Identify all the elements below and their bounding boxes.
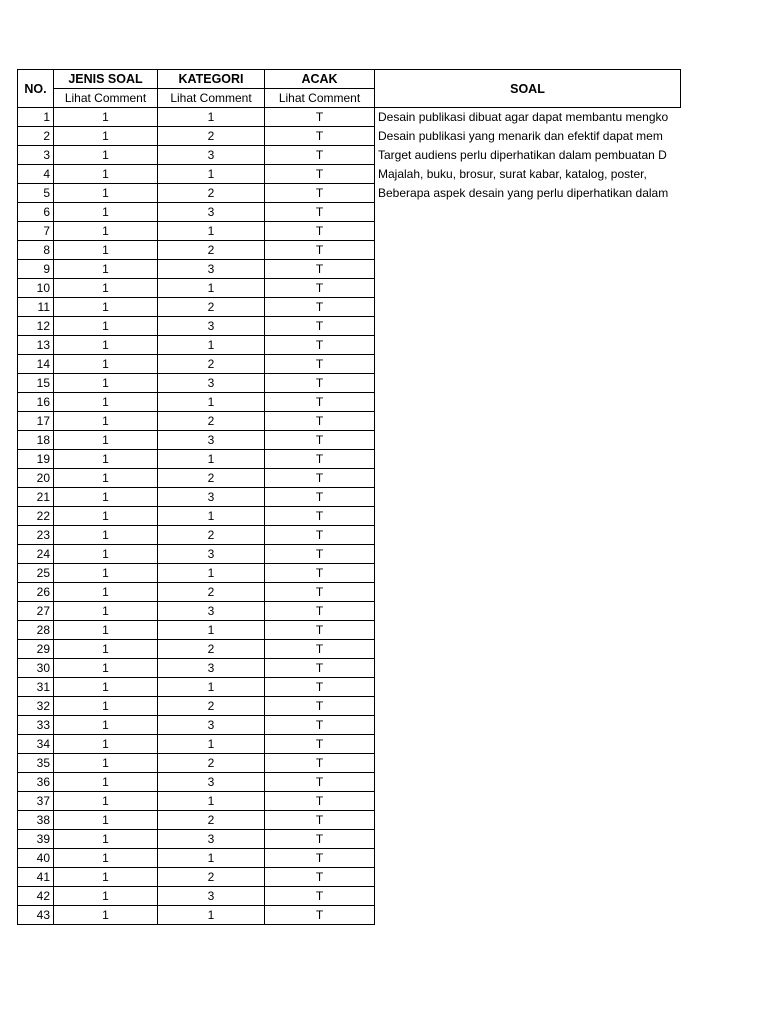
cell-acak[interactable]: T (265, 317, 375, 336)
cell-acak[interactable]: T (265, 279, 375, 298)
cell-soal[interactable] (375, 887, 681, 906)
cell-kategori[interactable]: 1 (158, 735, 265, 754)
cell-soal[interactable] (375, 222, 681, 241)
cell-kategori[interactable]: 2 (158, 184, 265, 203)
table-row (18, 811, 681, 830)
cell-soal[interactable] (375, 906, 681, 925)
cell-soal[interactable] (375, 260, 681, 279)
cell-jenis-soal[interactable]: 1 (54, 507, 158, 526)
cell-kategori[interactable]: 1 (158, 222, 265, 241)
table-row (18, 374, 681, 393)
cell-soal[interactable] (375, 697, 681, 716)
cell-kategori[interactable]: 2 (158, 127, 265, 146)
cell-no[interactable]: 38 (18, 811, 54, 830)
cell-soal[interactable] (375, 526, 681, 545)
cell-acak[interactable]: T (265, 659, 375, 678)
cell-soal[interactable] (375, 716, 681, 735)
table-row (18, 298, 681, 317)
cell-no[interactable]: 41 (18, 868, 54, 887)
cell-soal[interactable]: Majalah, buku, brosur, surat kabar, katalog, poster, (378, 167, 647, 181)
cell-no[interactable]: 1 (18, 108, 54, 127)
cell-acak[interactable]: T (265, 108, 375, 127)
cell-jenis-soal[interactable]: 1 (54, 127, 158, 146)
cell-no[interactable]: 21 (18, 488, 54, 507)
cell-no[interactable]: 29 (18, 640, 54, 659)
cell-kategori[interactable]: 1 (158, 621, 265, 640)
cell-acak[interactable]: T (265, 849, 375, 868)
cell-kategori[interactable]: 1 (158, 450, 265, 469)
cell-no[interactable]: 11 (18, 298, 54, 317)
cell-soal[interactable] (375, 849, 681, 868)
subheader-kategori[interactable]: Lihat Comment (158, 89, 265, 108)
cell-soal[interactable] (375, 545, 681, 564)
cell-no[interactable]: 30 (18, 659, 54, 678)
cell-acak[interactable]: T (265, 773, 375, 792)
cell-acak[interactable]: T (265, 393, 375, 412)
cell-jenis-soal[interactable]: 1 (54, 545, 158, 564)
cell-no[interactable]: 24 (18, 545, 54, 564)
cell-no[interactable]: 17 (18, 412, 54, 431)
cell-no[interactable]: 25 (18, 564, 54, 583)
cell-kategori[interactable]: 3 (158, 830, 265, 849)
cell-jenis-soal[interactable]: 1 (54, 621, 158, 640)
table-row (18, 317, 681, 336)
cell-acak[interactable]: T (265, 336, 375, 355)
cell-soal[interactable] (375, 678, 681, 697)
cell-kategori[interactable]: 3 (158, 146, 265, 165)
cell-soal[interactable] (375, 868, 681, 887)
subheader-jenis-soal[interactable]: Lihat Comment (54, 89, 158, 108)
cell-jenis-soal[interactable]: 1 (54, 412, 158, 431)
cell-soal[interactable] (375, 336, 681, 355)
cell-kategori[interactable]: 3 (158, 716, 265, 735)
cell-acak[interactable]: T (265, 298, 375, 317)
table-row (18, 165, 681, 184)
cell-acak[interactable]: T (265, 165, 375, 184)
table-row (18, 184, 681, 203)
cell-jenis-soal[interactable]: 1 (54, 792, 158, 811)
cell-soal[interactable] (375, 279, 681, 298)
cell-no[interactable]: 15 (18, 374, 54, 393)
cell-jenis-soal[interactable]: 1 (54, 184, 158, 203)
cell-soal[interactable] (375, 830, 681, 849)
table-row (18, 279, 681, 298)
cell-kategori[interactable]: 1 (158, 564, 265, 583)
cell-jenis-soal[interactable]: 1 (54, 260, 158, 279)
cell-soal[interactable] (375, 241, 681, 260)
cell-acak[interactable]: T (265, 412, 375, 431)
cell-jenis-soal[interactable]: 1 (54, 488, 158, 507)
cell-jenis-soal[interactable]: 1 (54, 754, 158, 773)
cell-no[interactable]: 18 (18, 431, 54, 450)
table-row (18, 735, 681, 754)
cell-no[interactable]: 9 (18, 260, 54, 279)
cell-acak[interactable]: T (265, 469, 375, 488)
cell-kategori[interactable]: 3 (158, 773, 265, 792)
cell-jenis-soal[interactable]: 1 (54, 830, 158, 849)
cell-kategori[interactable]: 3 (158, 887, 265, 906)
cell-soal[interactable] (375, 431, 681, 450)
cell-acak[interactable]: T (265, 526, 375, 545)
cell-jenis-soal[interactable]: 1 (54, 108, 158, 127)
cell-jenis-soal[interactable]: 1 (54, 602, 158, 621)
table-row (18, 393, 681, 412)
cell-kategori[interactable]: 1 (158, 165, 265, 184)
cell-acak[interactable]: T (265, 431, 375, 450)
table-row (18, 830, 681, 849)
cell-no[interactable]: 4 (18, 165, 54, 184)
cell-acak[interactable]: T (265, 355, 375, 374)
cell-kategori[interactable]: 1 (158, 906, 265, 925)
spreadsheet (17, 69, 681, 925)
cell-soal[interactable] (375, 488, 681, 507)
cell-jenis-soal[interactable]: 1 (54, 336, 158, 355)
cell-kategori[interactable]: 1 (158, 678, 265, 697)
cell-soal[interactable] (375, 355, 681, 374)
table-row (18, 545, 681, 564)
cell-jenis-soal[interactable]: 1 (54, 906, 158, 925)
cell-no[interactable]: 13 (18, 336, 54, 355)
cell-jenis-soal[interactable]: 1 (54, 241, 158, 260)
cell-acak[interactable]: T (265, 811, 375, 830)
cell-acak[interactable]: T (265, 450, 375, 469)
header-acak[interactable]: ACAK (265, 70, 375, 89)
cell-no[interactable]: 32 (18, 697, 54, 716)
table-row (18, 659, 681, 678)
cell-soal[interactable] (375, 792, 681, 811)
cell-jenis-soal[interactable]: 1 (54, 355, 158, 374)
table-row (18, 602, 681, 621)
cell-soal[interactable] (375, 317, 681, 336)
cell-acak[interactable]: T (265, 260, 375, 279)
cell-jenis-soal[interactable]: 1 (54, 678, 158, 697)
table-row (18, 697, 681, 716)
cell-soal[interactable] (375, 621, 681, 640)
cell-soal[interactable]: Desain publikasi yang menarik dan efektif dapat mem (378, 129, 663, 143)
cell-kategori[interactable]: 2 (158, 811, 265, 830)
cell-jenis-soal[interactable]: 1 (54, 374, 158, 393)
cell-jenis-soal[interactable]: 1 (54, 526, 158, 545)
cell-kategori[interactable]: 2 (158, 412, 265, 431)
cell-no[interactable]: 42 (18, 887, 54, 906)
cell-acak[interactable]: T (265, 488, 375, 507)
cell-no[interactable]: 10 (18, 279, 54, 298)
cell-acak[interactable]: T (265, 735, 375, 754)
cell-jenis-soal[interactable]: 1 (54, 146, 158, 165)
cell-jenis-soal[interactable]: 1 (54, 773, 158, 792)
cell-no[interactable]: 34 (18, 735, 54, 754)
cell-soal[interactable] (375, 583, 681, 602)
table-row (18, 146, 681, 165)
cell-soal[interactable] (375, 374, 681, 393)
cell-kategori[interactable]: 1 (158, 279, 265, 298)
cell-acak[interactable]: T (265, 830, 375, 849)
cell-no[interactable]: 14 (18, 355, 54, 374)
header-kategori[interactable]: KATEGORI (158, 70, 265, 89)
table-row (18, 849, 681, 868)
cell-acak[interactable]: T (265, 792, 375, 811)
cell-no[interactable]: 43 (18, 906, 54, 925)
cell-no[interactable]: 37 (18, 792, 54, 811)
cell-jenis-soal[interactable]: 1 (54, 317, 158, 336)
cell-jenis-soal[interactable]: 1 (54, 298, 158, 317)
header-soal[interactable]: SOAL (375, 70, 681, 108)
table-row (18, 108, 681, 127)
table-row (18, 222, 681, 241)
cell-no[interactable]: 22 (18, 507, 54, 526)
cell-jenis-soal[interactable]: 1 (54, 735, 158, 754)
table-row (18, 488, 681, 507)
table-row (18, 260, 681, 279)
table-row (18, 716, 681, 735)
cell-no[interactable]: 3 (18, 146, 54, 165)
cell-kategori[interactable]: 2 (158, 526, 265, 545)
cell-acak[interactable]: T (265, 127, 375, 146)
cell-jenis-soal[interactable]: 1 (54, 450, 158, 469)
table-row (18, 526, 681, 545)
cell-acak[interactable]: T (265, 887, 375, 906)
cell-kategori[interactable]: 1 (158, 792, 265, 811)
cell-soal[interactable] (375, 754, 681, 773)
cell-kategori[interactable]: 2 (158, 469, 265, 488)
cell-kategori[interactable]: 3 (158, 203, 265, 222)
cell-kategori[interactable]: 2 (158, 754, 265, 773)
cell-kategori[interactable]: 2 (158, 583, 265, 602)
cell-jenis-soal[interactable]: 1 (54, 583, 158, 602)
cell-no[interactable]: 31 (18, 678, 54, 697)
cell-acak[interactable]: T (265, 203, 375, 222)
cell-kategori[interactable]: 2 (158, 868, 265, 887)
cell-kategori[interactable]: 2 (158, 298, 265, 317)
table-row (18, 469, 681, 488)
cell-no[interactable]: 8 (18, 241, 54, 260)
soal-table (17, 69, 681, 925)
cell-soal[interactable] (375, 811, 681, 830)
cell-soal[interactable] (375, 203, 681, 222)
cell-kategori[interactable]: 3 (158, 317, 265, 336)
cell-no[interactable]: 36 (18, 773, 54, 792)
table-row (18, 355, 681, 374)
cell-kategori[interactable]: 3 (158, 659, 265, 678)
cell-kategori[interactable]: 2 (158, 241, 265, 260)
cell-acak[interactable]: T (265, 146, 375, 165)
cell-acak[interactable]: T (265, 697, 375, 716)
cell-acak[interactable]: T (265, 564, 375, 583)
cell-no[interactable]: 19 (18, 450, 54, 469)
cell-kategori[interactable]: 3 (158, 374, 265, 393)
table-row (18, 583, 681, 602)
cell-soal[interactable] (375, 469, 681, 488)
cell-acak[interactable]: T (265, 545, 375, 564)
cell-acak[interactable]: T (265, 222, 375, 241)
table-row (18, 678, 681, 697)
cell-soal[interactable]: Beberapa aspek desain yang perlu diperhatikan dalam (378, 186, 669, 200)
cell-no[interactable]: 27 (18, 602, 54, 621)
table-row (18, 203, 681, 222)
cell-soal[interactable] (375, 564, 681, 583)
cell-acak[interactable]: T (265, 906, 375, 925)
table-row (18, 792, 681, 811)
table-row (18, 507, 681, 526)
cell-soal[interactable] (375, 412, 681, 431)
cell-kategori[interactable]: 1 (158, 393, 265, 412)
table-row (18, 887, 681, 906)
table-row (18, 640, 681, 659)
cell-acak[interactable]: T (265, 868, 375, 887)
subheader-acak[interactable]: Lihat Comment (265, 89, 375, 108)
table-row (18, 773, 681, 792)
cell-acak[interactable]: T (265, 507, 375, 526)
cell-acak[interactable]: T (265, 184, 375, 203)
cell-jenis-soal[interactable]: 1 (54, 393, 158, 412)
cell-jenis-soal[interactable]: 1 (54, 469, 158, 488)
cell-no[interactable]: 16 (18, 393, 54, 412)
cell-jenis-soal[interactable]: 1 (54, 640, 158, 659)
cell-no[interactable]: 5 (18, 184, 54, 203)
header-jenis-soal[interactable]: JENIS SOAL (54, 70, 158, 89)
cell-no[interactable]: 26 (18, 583, 54, 602)
header-row (18, 70, 681, 89)
cell-no[interactable]: 40 (18, 849, 54, 868)
cell-soal[interactable]: Desain publikasi dibuat agar dapat membantu mengko (378, 110, 669, 125)
cell-jenis-soal[interactable]: 1 (54, 849, 158, 868)
cell-kategori[interactable]: 2 (158, 697, 265, 716)
cell-jenis-soal[interactable]: 1 (54, 222, 158, 241)
cell-kategori[interactable]: 3 (158, 431, 265, 450)
cell-jenis-soal[interactable]: 1 (54, 697, 158, 716)
header-no[interactable]: NO. (18, 70, 54, 108)
table-row (18, 336, 681, 355)
table-row (18, 868, 681, 887)
cell-kategori[interactable]: 2 (158, 355, 265, 374)
cell-kategori[interactable]: 1 (158, 849, 265, 868)
cell-jenis-soal[interactable]: 1 (54, 203, 158, 222)
cell-no[interactable]: 23 (18, 526, 54, 545)
cell-jenis-soal[interactable]: 1 (54, 279, 158, 298)
cell-no[interactable]: 35 (18, 754, 54, 773)
table-row (18, 906, 681, 925)
table-row (18, 127, 681, 146)
cell-soal[interactable] (375, 507, 681, 526)
cell-acak[interactable]: T (265, 374, 375, 393)
cell-soal[interactable] (375, 602, 681, 621)
cell-no[interactable]: 20 (18, 469, 54, 488)
cell-acak[interactable]: T (265, 716, 375, 735)
cell-no[interactable]: 2 (18, 127, 54, 146)
cell-jenis-soal[interactable]: 1 (54, 868, 158, 887)
cell-soal[interactable] (375, 640, 681, 659)
cell-no[interactable]: 6 (18, 203, 54, 222)
cell-soal[interactable]: Target audiens perlu diperhatikan dalam pembuatan D (378, 148, 667, 162)
cell-acak[interactable]: T (265, 678, 375, 697)
table-row (18, 241, 681, 260)
cell-soal[interactable] (375, 298, 681, 317)
cell-jenis-soal[interactable]: 1 (54, 564, 158, 583)
table-row (18, 621, 681, 640)
cell-jenis-soal[interactable]: 1 (54, 431, 158, 450)
cell-no[interactable]: 28 (18, 621, 54, 640)
cell-kategori[interactable]: 3 (158, 488, 265, 507)
cell-soal[interactable] (375, 393, 681, 412)
cell-no[interactable]: 39 (18, 830, 54, 849)
cell-soal[interactable] (375, 659, 681, 678)
table-row (18, 564, 681, 583)
cell-jenis-soal[interactable]: 1 (54, 659, 158, 678)
table-body (18, 70, 681, 925)
cell-soal[interactable] (375, 450, 681, 469)
cell-acak[interactable]: T (265, 621, 375, 640)
cell-kategori[interactable]: 2 (158, 640, 265, 659)
cell-kategori[interactable]: 1 (158, 108, 265, 127)
cell-kategori[interactable]: 3 (158, 545, 265, 564)
cell-acak[interactable]: T (265, 583, 375, 602)
table-row (18, 412, 681, 431)
cell-jenis-soal[interactable]: 1 (54, 887, 158, 906)
cell-kategori[interactable]: 1 (158, 507, 265, 526)
cell-acak[interactable]: T (265, 241, 375, 260)
cell-acak[interactable]: T (265, 602, 375, 621)
cell-soal[interactable] (375, 773, 681, 792)
cell-acak[interactable]: T (265, 754, 375, 773)
cell-no[interactable]: 33 (18, 716, 54, 735)
cell-no[interactable]: 12 (18, 317, 54, 336)
cell-soal[interactable] (375, 735, 681, 754)
cell-kategori[interactable]: 3 (158, 260, 265, 279)
cell-kategori[interactable]: 1 (158, 336, 265, 355)
cell-kategori[interactable]: 3 (158, 602, 265, 621)
cell-jenis-soal[interactable]: 1 (54, 165, 158, 184)
table-row (18, 450, 681, 469)
cell-jenis-soal[interactable]: 1 (54, 716, 158, 735)
table-row (18, 754, 681, 773)
cell-jenis-soal[interactable]: 1 (54, 811, 158, 830)
table-row (18, 431, 681, 450)
cell-acak[interactable]: T (265, 640, 375, 659)
cell-no[interactable]: 7 (18, 222, 54, 241)
